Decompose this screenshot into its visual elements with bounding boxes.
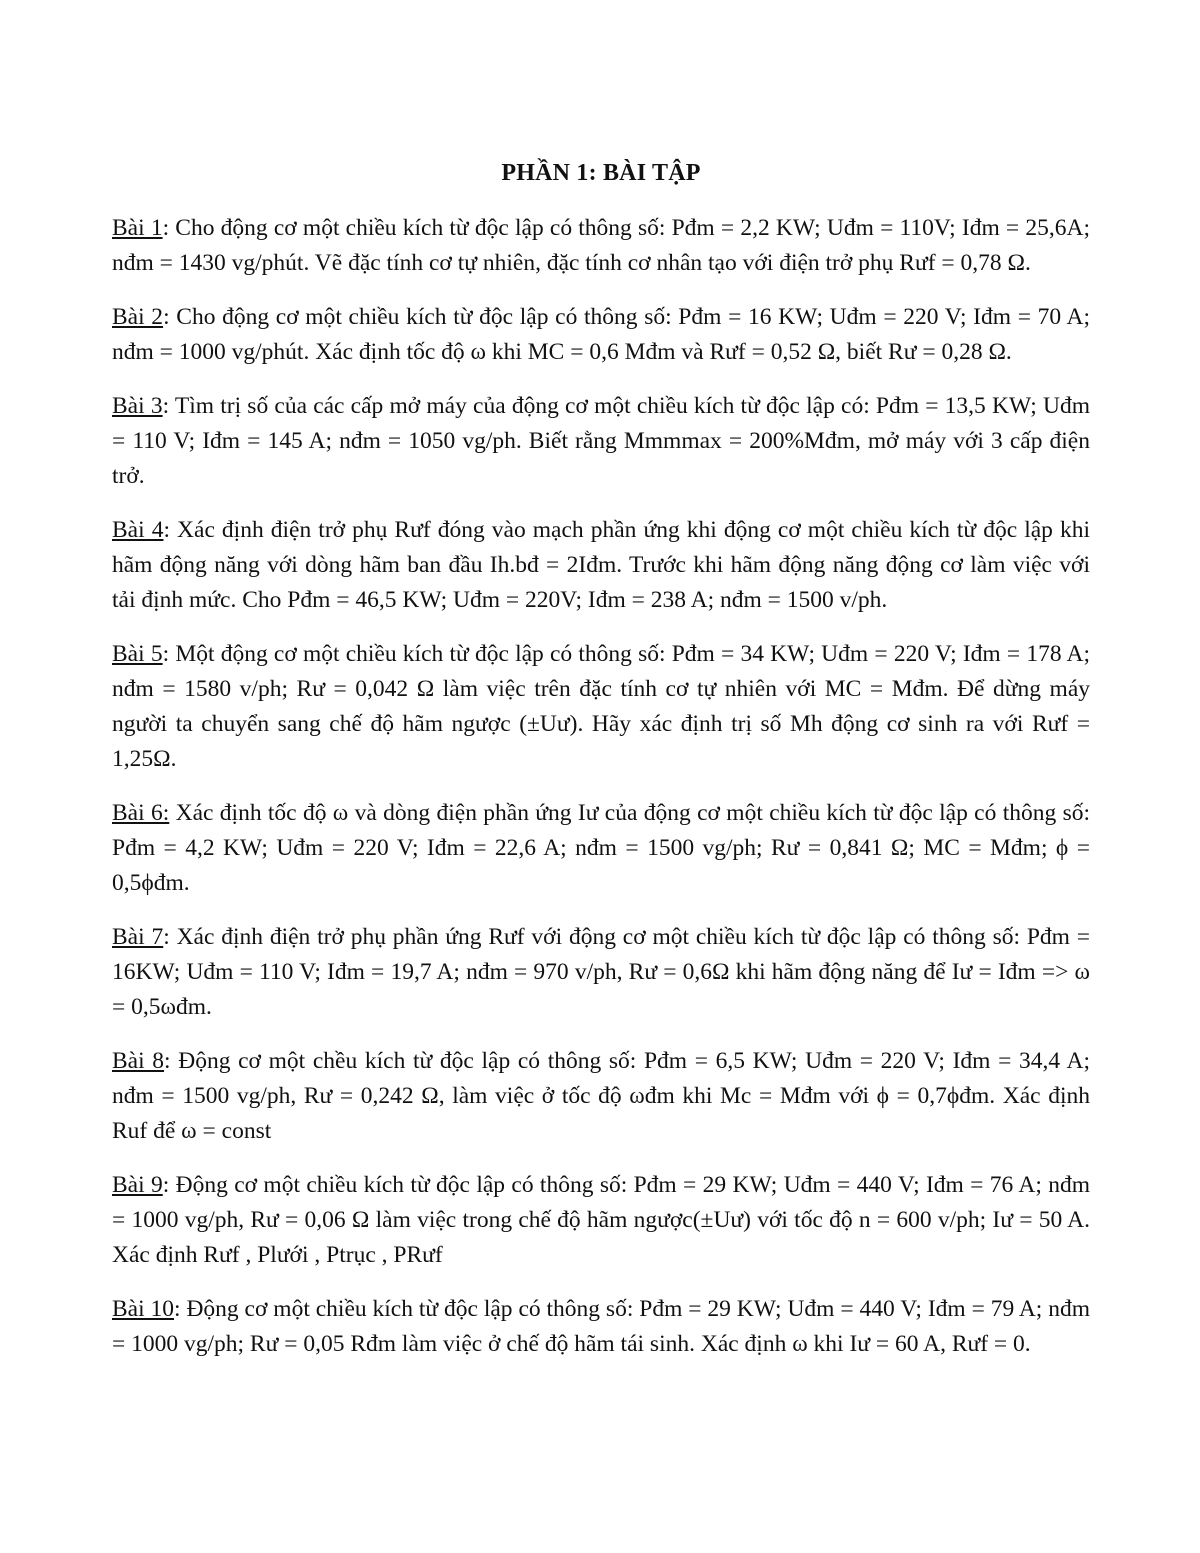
exercise-label: Bài 2 (112, 304, 164, 330)
exercise-text: Xác định điện trở phụ phần ứng Rưf với động cơ một chiều kích từ độc lập có thông số: Pđm = 16KW; Uđm = 110 V; Iđm = 19,7 A; nđm = 970 v/ph, Rư = 0,6Ω khi hãm động năng để Iư = Iđm => ω = 0,5ωđm. (112, 924, 1090, 1020)
exercise-label: Bài 8 (112, 1048, 165, 1074)
exercise-text: Động cơ một chiều kích từ độc lập có thông số: Pđm = 29 KW; Uđm = 440 V; Iđm = 79 A; nđm = 1000 vg/ph; Rư = 0,05 Rđm làm việc ở chế độ hãm tái sinh. Xác định ω khi Iư = 60 A, Rưf = 0. (112, 1296, 1090, 1357)
exercise-label-sep: : (162, 215, 170, 241)
exercise-6 (112, 796, 1090, 901)
exercise-label-sep: : (174, 1296, 181, 1322)
page-title: PHẦN 1: BÀI TẬP (501, 160, 701, 186)
exercise-label-sep: : (163, 304, 170, 330)
exercise-8 (112, 1044, 1090, 1149)
exercise-label: Bài 4 (112, 517, 164, 543)
exercise-label: Bài 9 (112, 1172, 163, 1198)
exercise-label-sep: : (163, 517, 170, 543)
exercise-label: Bài 10 (112, 1296, 175, 1322)
exercise-text: Động cơ một chều kích từ độc lập có thông số: Pđm = 6,5 KW; Uđm = 220 V; Iđm = 34,4 A; nđm = 1500 vg/ph, Rư = 0,242 Ω, làm việc ở tốc độ ωđm khi Mc = Mđm với ϕ = 0,7ϕđm. Xác định Ruf để ω = const (112, 1048, 1090, 1144)
exercise-text: Cho động cơ một chiều kích từ độc lập có thông số: Pđm = 2,2 KW; Uđm = 110V; Iđm = 25,6A; nđm = 1430 vg/phút. Vẽ đặc tính cơ tự nhiên, đặc tính cơ nhân tạo với điện trở phụ Rưf = 0,78 Ω. (112, 215, 1090, 276)
exercise-label: Bài 3 (112, 393, 163, 419)
exercise-label-sep: : (162, 393, 170, 419)
exercise-text: Một động cơ một chiều kích từ độc lập có thông số: Pđm = 34 KW; Uđm = 220 V; Iđm = 178 A; nđm = 1580 v/ph; Rư = 0,042 Ω làm việc trên đặc tính cơ tự nhiên với MC = Mđm. Để dừng máy người ta chuyển sang chế độ hãm ngược (±Uư). Hãy xác định trị số Mh động cơ sinh ra với Rưf = 1,25Ω. (112, 641, 1090, 772)
exercise-label: Bài 5 (112, 641, 163, 667)
exercise-3 (112, 389, 1090, 494)
exercise-7 (112, 920, 1090, 1025)
exercise-label-sep: : (162, 1172, 170, 1198)
exercise-text: Tìm trị số của các cấp mở máy của động cơ một chiều kích từ độc lập có: Pđm = 13,5 KW; Uđm = 110 V; Iđm = 145 A; nđm = 1050 vg/ph. Biết rằng Mmmmax = 200%Mđm, mở máy với 3 cấp điện trở. (112, 393, 1090, 489)
exercise-label-sep: : (164, 1048, 171, 1074)
exercise-label: Bài 1 (112, 215, 163, 241)
exercise-text: Cho động cơ một chiều kích từ độc lập có thông số: Pđm = 16 KW; Uđm = 220 V; Iđm = 70 A; nđm = 1000 vg/phút. Xác định tốc độ ω khi MC = 0,6 Mđm và Rưf = 0,52 Ω, biết Rư = 0,28 Ω. (112, 304, 1090, 365)
exercise-10 (112, 1292, 1090, 1362)
document-page (112, 160, 1090, 1381)
exercise-4 (112, 513, 1090, 618)
exercise-label-sep: : (162, 641, 170, 667)
exercise-9 (112, 1168, 1090, 1273)
exercise-text: Xác định điện trở phụ Rưf đóng vào mạch phần ứng khi động cơ một chiều kích từ độc lập khi hãm động năng với dòng hãm ban đầu Ih.bđ = 2Iđm. Trước khi hãm động năng động cơ làm việc với tải định mức. Cho Pđm = 46,5 KW; Uđm = 220V; Iđm = 238 A; nđm = 1500 v/ph. (112, 517, 1090, 613)
exercise-1 (112, 211, 1090, 281)
exercise-text: Động cơ một chiều kích từ độc lập có thông số: Pđm = 29 KW; Uđm = 440 V; Iđm = 76 A; nđm = 1000 vg/ph, Rư = 0,06 Ω làm việc trong chế độ hãm ngược(±Uư) với tốc độ n = 600 v/ph; Iư = 50 A. Xác định Rưf , Plưới , Ptrục , PRưf (112, 1172, 1090, 1268)
exercise-label: Bài 6: (112, 800, 170, 826)
exercise-label-sep: : (163, 924, 170, 950)
exercise-text: Xác định tốc độ ω và dòng điện phần ứng Iư của động cơ một chiều kích từ độc lập có thông số: Pđm = 4,2 KW; Uđm = 220 V; Iđm = 22,6 A; nđm = 1500 vg/ph; Rư = 0,841 Ω; MC = Mđm; ϕ = 0,5ϕđm. (112, 800, 1090, 896)
exercise-5 (112, 637, 1090, 777)
exercise-label: Bài 7 (112, 924, 164, 950)
exercise-2 (112, 300, 1090, 370)
